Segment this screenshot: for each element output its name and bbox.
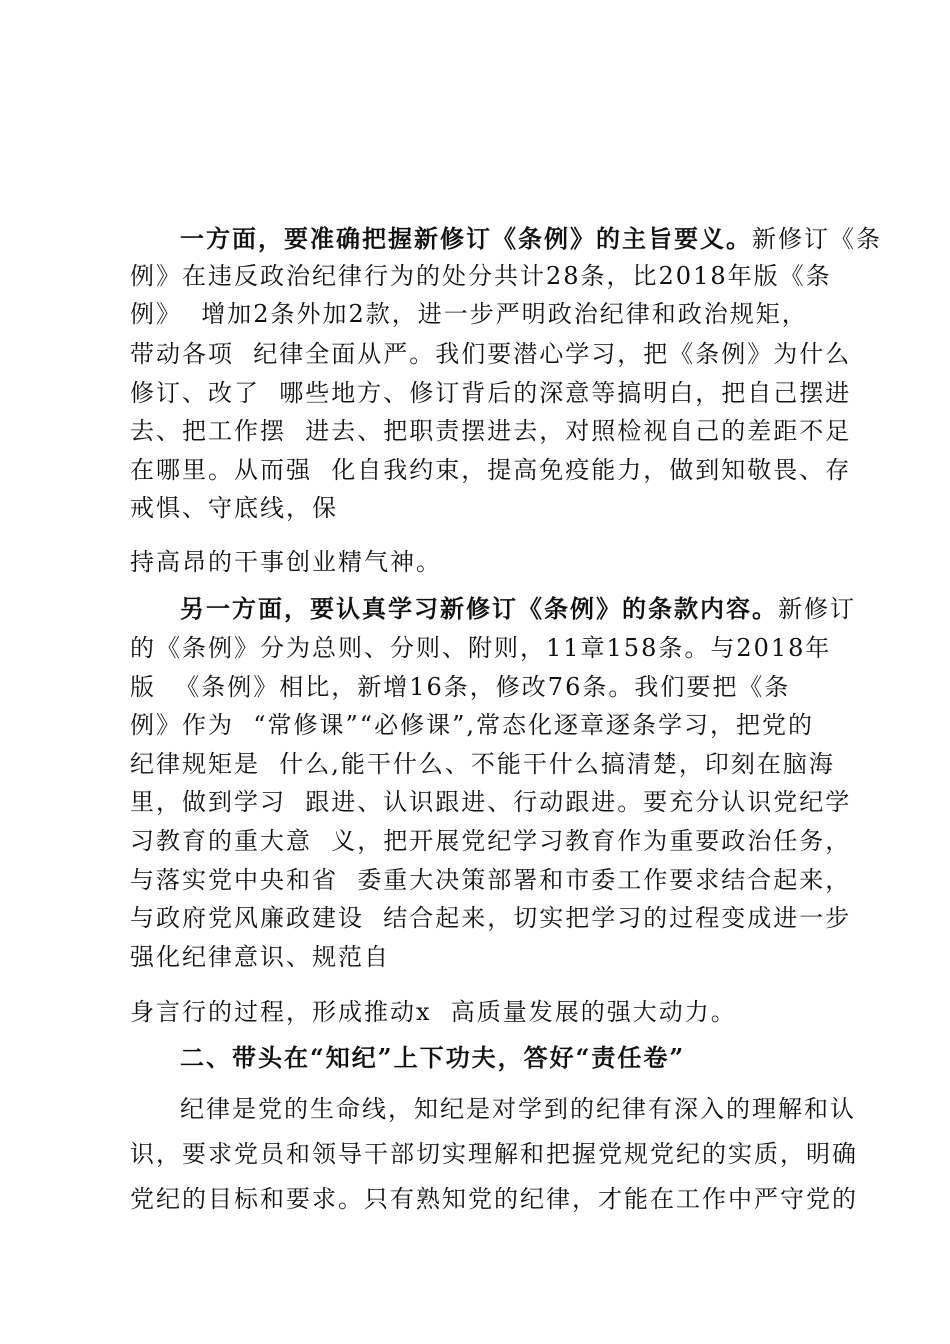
paragraph-1-line-1-rest: 新修订《条 <box>752 225 882 253</box>
paragraph-2-line-3: 版 《条例》相比，新增16条，修改76条。我们要把《条 <box>130 673 791 701</box>
paragraph-1-lead: 一方面，要准确把握新修订《条例》的主旨要义。 <box>180 224 752 253</box>
paragraph-2-line-8: 与落实党中央和省 委重大决策部署和市委工作要求结合起来， <box>130 866 852 894</box>
paragraph-1-line-8: 戒惧、守底线，保 <box>130 494 338 522</box>
paragraph-1-line-1 <box>180 222 882 256</box>
paragraph-1-line-4: 带动各项 纪律全面从严。我们要潜心学习，把《条例》为什么 <box>130 340 852 368</box>
paragraph-2-line-1 <box>180 592 856 626</box>
paragraph-2-line-6: 里，做到学习 跟进、认识跟进、行动跟进。要充分认识党纪学 <box>130 788 852 816</box>
paragraph-2-tail: 身言行的过程，形成推动x 高质量发展的强大动力。 <box>130 998 737 1026</box>
section-heading: 二、带头在“知纪”上下功夫，答好“责任卷” <box>180 1043 686 1072</box>
paragraph-2-line-10: 强化纪律意识、规范自 <box>130 943 390 971</box>
paragraph-2-line-4: 例》作为 “常修课”“必修课”,常态化逐章逐条学习，把党的 <box>130 711 814 739</box>
paragraph-1-tail: 持高昂的干事创业精气神。 <box>130 548 442 576</box>
paragraph-2-line-1-rest: 新修订 <box>778 595 856 623</box>
paragraph-1-line-3: 例》 增加2条外加2款，进一步严明政治纪律和政治规矩， <box>130 300 808 328</box>
paragraph-1-line-6: 去、把工作摆 进去、把职责摆进去，对照检视自己的差距不足 <box>130 417 852 445</box>
paragraph-2-lead: 另一方面，要认真学习新修订《条例》的条款内容。 <box>180 594 778 623</box>
paragraph-3-line-3: 党纪的目标和要求。只有熟知党的纪律，才能在工作中严守党的 <box>130 1185 858 1213</box>
paragraph-3-line-1: 纪律是党的生命线，知纪是对学到的纪律有深入的理解和认 <box>180 1095 856 1123</box>
paragraph-1-line-2: 例》在违反政治纪律行为的处分共计28条，比2018年版《条 <box>130 262 832 290</box>
paragraph-2-line-2: 的《条例》分为总则、分则、附则，11章158条。与2018年 <box>130 634 832 662</box>
paragraph-1-line-7: 在哪里。从而强 化自我约束，提高免疫能力，做到知敬畏、存 <box>130 456 852 484</box>
paragraph-2-line-9: 与政府党风廉政建设 结合起来，切实把学习的过程变成进一步 <box>130 904 852 932</box>
paragraph-3-line-2: 识，要求党员和领导干部切实理解和把握党规党纪的实质，明确 <box>130 1140 858 1168</box>
paragraph-2-line-7: 习教育的重大意 义，把开展党纪学习教育作为重要政治任务， <box>130 827 852 855</box>
paragraph-2-line-5: 纪律规矩是 什么,能干什么、不能干什么搞清楚，印刻在脑海 <box>130 750 835 778</box>
paragraph-1-line-5: 修订、改了 哪些地方、修订背后的深意等搞明白，把自己摆进 <box>130 379 852 407</box>
